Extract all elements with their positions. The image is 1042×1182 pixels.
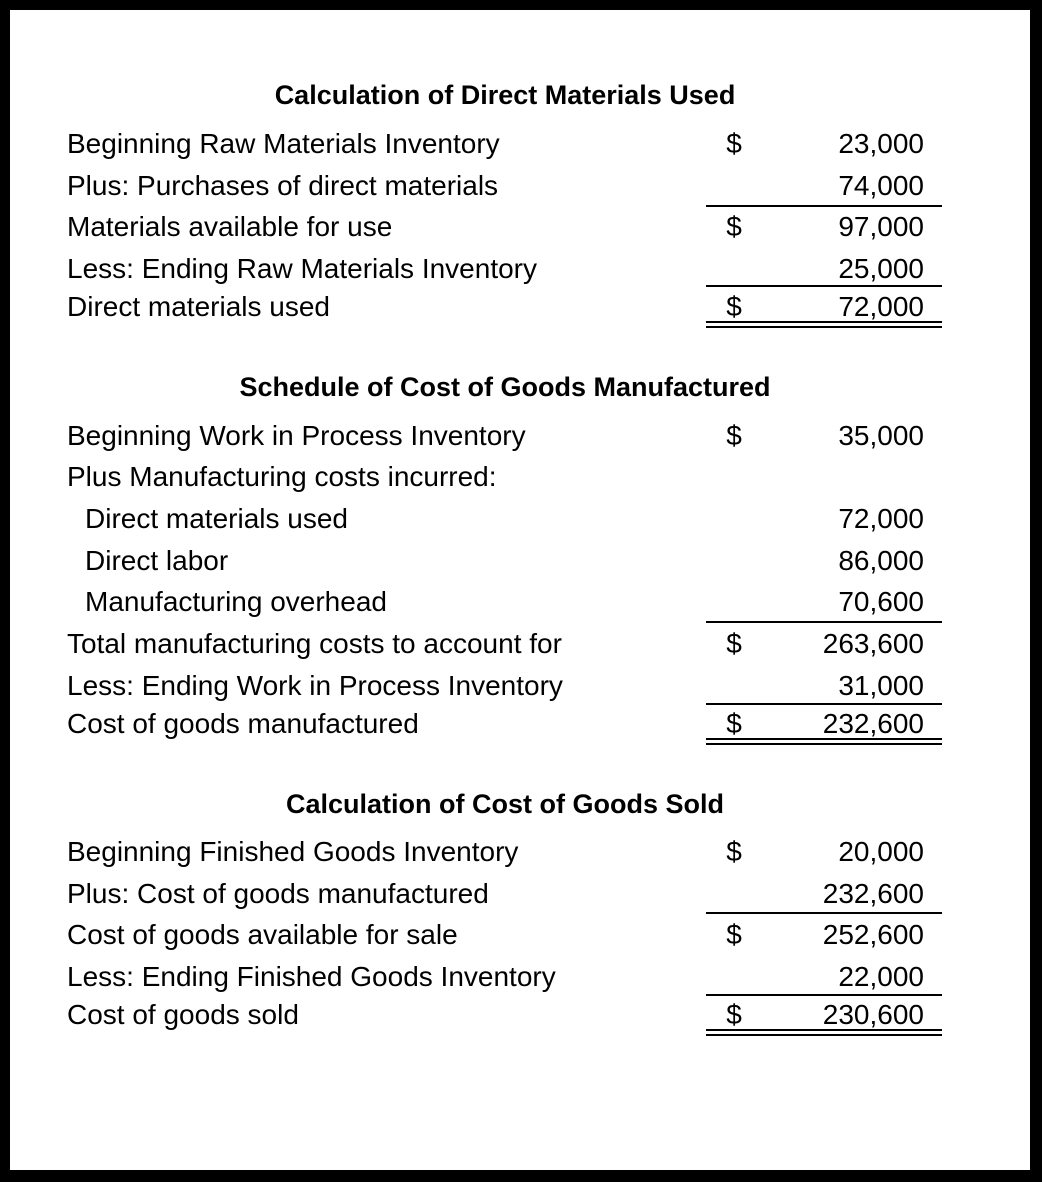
row-amount: 97,000 [838,211,924,242]
dollar-sign: $ [726,211,742,242]
row-label: Plus Manufacturing costs incurred: [67,461,497,492]
row-amount: 70,600 [838,586,924,617]
row-amount: 86,000 [838,545,924,576]
row-label: Less: Ending Raw Materials Inventory [67,253,537,284]
table-row [10,283,1030,323]
table-row [10,162,1030,202]
table-row [10,700,1030,740]
dollar-sign: $ [726,291,742,322]
table-row [10,453,1030,493]
row-label: Beginning Work in Process Inventory [67,420,526,451]
row-label: Cost of goods available for sale [67,919,458,950]
table-row [10,870,1030,910]
section-title-direct-materials: Calculation of Direct Materials Used [274,80,736,110]
dollar-sign: $ [726,628,742,659]
table-row [10,662,1030,702]
dollar-sign: $ [726,708,742,739]
row-label: Cost of goods sold [67,999,299,1030]
row-amount: 72,000 [838,291,924,322]
row-label: Plus: Purchases of direct materials [67,170,499,201]
row-amount: 252,600 [822,919,924,950]
total-double-rule [706,1029,942,1036]
row-label: Less: Ending Finished Goods Inventory [67,961,556,992]
table-row [10,911,1030,951]
row-label: Plus: Cost of goods manufactured [67,878,489,909]
dollar-sign: $ [726,919,742,950]
table-row [10,495,1030,535]
row-label: Direct materials used [67,291,330,322]
row-label: Materials available for use [67,211,393,242]
row-amount: 232,600 [822,878,924,909]
row-label: Cost of goods manufactured [67,708,419,739]
row-label: Beginning Finished Goods Inventory [67,836,519,867]
row-label: Direct materials used [85,503,348,534]
row-label: Less: Ending Work in Process Inventory [67,670,563,701]
table-row [10,620,1030,660]
row-amount: 31,000 [838,670,924,701]
table-row [10,245,1030,285]
row-amount: 25,000 [838,253,924,284]
table-row [10,412,1030,452]
dollar-sign: $ [726,128,742,159]
dollar-sign: $ [726,836,742,867]
row-amount: 20,000 [838,836,924,867]
row-label: Total manufacturing costs to account for [67,628,562,659]
total-double-rule [706,738,942,745]
table-row [10,953,1030,993]
section-title-cogs: Calculation of Cost of Goods Sold [286,789,724,819]
table-row [10,120,1030,160]
table-row [10,991,1030,1031]
row-label: Manufacturing overhead [85,586,387,617]
row-label: Direct labor [85,545,229,576]
section-title-cogm: Schedule of Cost of Goods Manufactured [239,372,771,402]
row-amount: 74,000 [838,170,924,201]
table-row [10,828,1030,868]
row-amount: 263,600 [822,628,924,659]
row-amount: 23,000 [838,128,924,159]
row-amount: 232,600 [822,708,924,739]
row-amount: 72,000 [838,503,924,534]
row-amount: 22,000 [838,961,924,992]
table-row [10,537,1030,577]
statement-sheet [10,10,1030,1170]
row-label: Beginning Raw Materials Inventory [67,128,500,159]
table-row [10,578,1030,618]
table-row [10,203,1030,243]
row-amount: 230,600 [822,999,924,1030]
row-amount: 35,000 [838,420,924,451]
dollar-sign: $ [726,999,742,1030]
dollar-sign: $ [726,420,742,451]
total-double-rule [706,321,942,328]
